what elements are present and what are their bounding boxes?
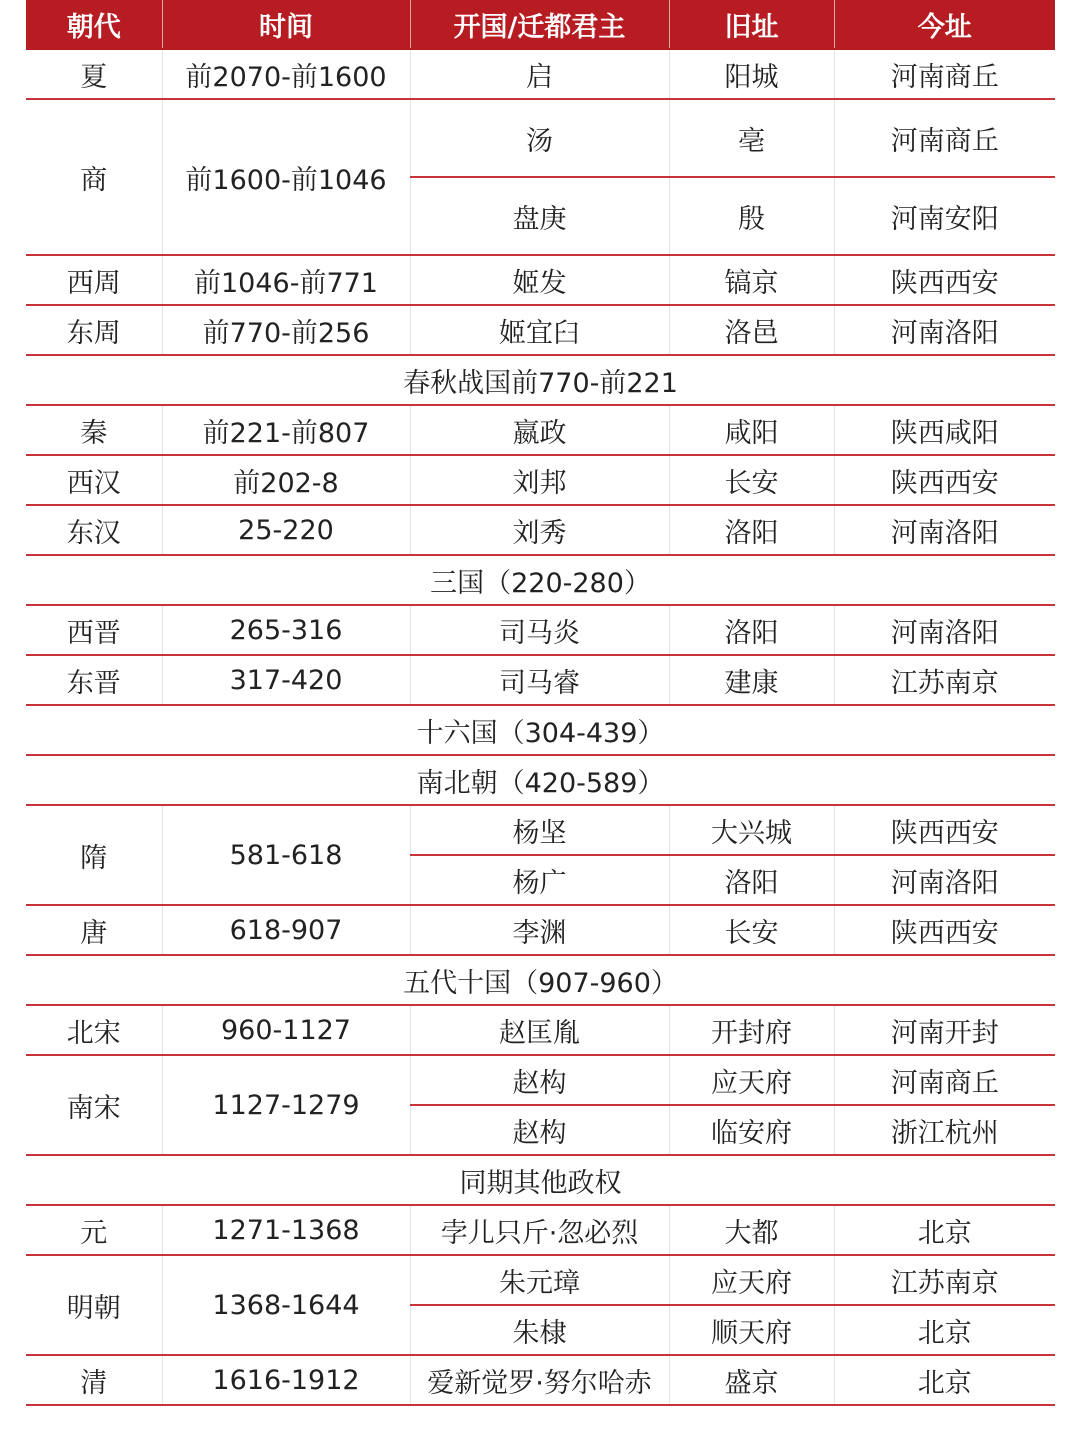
- current-site-cell: 陕西西安: [834, 255, 1055, 305]
- current-site-cell: 陕西西安: [834, 805, 1055, 855]
- table-row-nansong: [26, 1055, 1055, 1105]
- ruler-cell: 姬发: [410, 255, 669, 305]
- table-header-row: [26, 0, 1055, 49]
- ruler-cell: 杨广: [410, 855, 669, 905]
- old-site-cell: 盛京: [669, 1355, 834, 1405]
- old-site-cell: 洛邑: [669, 305, 834, 355]
- current-site-cell: 河南洛阳: [834, 605, 1055, 655]
- old-site-cell: 咸阳: [669, 405, 834, 455]
- dynasty-cell: 北宋: [26, 1005, 162, 1055]
- old-site-cell: 临安府: [669, 1105, 834, 1155]
- current-site-cell: 江苏南京: [834, 655, 1055, 705]
- dynasty-cell: 西汉: [26, 455, 162, 505]
- table-row-xia: [26, 49, 1055, 99]
- table-row-xijin: [26, 605, 1055, 655]
- current-site-cell: 河南洛阳: [834, 855, 1055, 905]
- table-row-xihan: [26, 455, 1055, 505]
- table-row-beisong: [26, 1005, 1055, 1055]
- old-site-cell: 镐京: [669, 255, 834, 305]
- dynasty-cell: 商: [26, 99, 162, 255]
- era-span-cell: 南北朝（420-589）: [26, 755, 1055, 805]
- era-span-cell: 十六国（304-439）: [26, 705, 1055, 755]
- period-cell: 25-220: [162, 505, 410, 555]
- table-row-tang: [26, 905, 1055, 955]
- period-cell: 前1046-前771: [162, 255, 410, 305]
- dynasty-cell: 夏: [26, 49, 162, 99]
- current-site-cell: 江苏南京: [834, 1255, 1055, 1305]
- dynasty-cell: 唐: [26, 905, 162, 955]
- ruler-cell: 朱棣: [410, 1305, 669, 1355]
- dynasty-cell: 东周: [26, 305, 162, 355]
- table-row-sui: [26, 805, 1055, 855]
- ruler-cell: 朱元璋: [410, 1255, 669, 1305]
- old-site-cell: 洛阳: [669, 505, 834, 555]
- old-site-cell: 建康: [669, 655, 834, 705]
- current-site-cell: 陕西咸阳: [834, 405, 1055, 455]
- period-cell: 317-420: [162, 655, 410, 705]
- table-row-shang: [26, 99, 1055, 177]
- current-site-cell: 河南洛阳: [834, 505, 1055, 555]
- dynasty-cell: 东汉: [26, 505, 162, 555]
- old-site-cell: 顺天府: [669, 1305, 834, 1355]
- dynasty-cell: 西周: [26, 255, 162, 305]
- era-span-cell: 三国（220-280）: [26, 555, 1055, 605]
- era-span-cell: 春秋战国前770-前221: [26, 355, 1055, 405]
- ruler-cell: 赵构: [410, 1105, 669, 1155]
- ruler-cell: 汤: [410, 99, 669, 177]
- current-site-cell: 陕西西安: [834, 455, 1055, 505]
- period-cell: 265-316: [162, 605, 410, 655]
- current-site-cell: 北京: [834, 1305, 1055, 1355]
- dynasty-cell: 明朝: [26, 1255, 162, 1355]
- table-row-tongqi: [26, 1155, 1055, 1205]
- current-site-cell: 陕西西安: [834, 905, 1055, 955]
- table-row-ming: [26, 1255, 1055, 1305]
- dynasty-cell: 隋: [26, 805, 162, 905]
- old-site-cell: 阳城: [669, 49, 834, 99]
- era-span-cell: 同期其他政权: [26, 1155, 1055, 1205]
- dynasty-capital-table-sheet: [26, 0, 1055, 1406]
- old-site-cell: 应天府: [669, 1255, 834, 1305]
- dynasty-cell: 西晋: [26, 605, 162, 655]
- table-row-chunqiu: [26, 355, 1055, 405]
- ruler-cell: 李渊: [410, 905, 669, 955]
- period-cell: 前2070-前1600: [162, 49, 410, 99]
- period-cell: 1271-1368: [162, 1205, 410, 1255]
- current-site-cell: 河南商丘: [834, 49, 1055, 99]
- ruler-cell: 嬴政: [410, 405, 669, 455]
- dynasty-cell: 清: [26, 1355, 162, 1405]
- table-row-dongzhou: [26, 305, 1055, 355]
- ruler-cell: 赵匡胤: [410, 1005, 669, 1055]
- period-cell: 前1600-前1046: [162, 99, 410, 255]
- current-site-cell: 河南洛阳: [834, 305, 1055, 355]
- ruler-cell: 杨坚: [410, 805, 669, 855]
- ruler-cell: 刘秀: [410, 505, 669, 555]
- table-row-sanguo: [26, 555, 1055, 605]
- header-dynasty: 朝代: [26, 0, 162, 49]
- header-current-site: 今址: [834, 0, 1055, 49]
- ruler-cell: 爱新觉罗·努尔哈赤: [410, 1355, 669, 1405]
- table-row-nanbeichao: [26, 755, 1055, 805]
- old-site-cell: 长安: [669, 455, 834, 505]
- period-cell: 1616-1912: [162, 1355, 410, 1405]
- ruler-cell: 赵构: [410, 1055, 669, 1105]
- old-site-cell: 大兴城: [669, 805, 834, 855]
- table-row-dongjin: [26, 655, 1055, 705]
- table-row-xizhou: [26, 255, 1055, 305]
- ruler-cell: 刘邦: [410, 455, 669, 505]
- table-row-qing: [26, 1355, 1055, 1405]
- dynasty-cell: 南宋: [26, 1055, 162, 1155]
- table-row-wudai: [26, 955, 1055, 1005]
- old-site-cell: 洛阳: [669, 605, 834, 655]
- dynasty-cell: 元: [26, 1205, 162, 1255]
- table-row-qin: [26, 405, 1055, 455]
- old-site-cell: 亳: [669, 99, 834, 177]
- dynasty-cell: 秦: [26, 405, 162, 455]
- period-cell: 1368-1644: [162, 1255, 410, 1355]
- period-cell: 960-1127: [162, 1005, 410, 1055]
- old-site-cell: 洛阳: [669, 855, 834, 905]
- ruler-cell: 司马炎: [410, 605, 669, 655]
- current-site-cell: 北京: [834, 1205, 1055, 1255]
- old-site-cell: 长安: [669, 905, 834, 955]
- old-site-cell: 殷: [669, 177, 834, 255]
- period-cell: 前770-前256: [162, 305, 410, 355]
- ruler-cell: 启: [410, 49, 669, 99]
- current-site-cell: 浙江杭州: [834, 1105, 1055, 1155]
- table-row-yuan: [26, 1205, 1055, 1255]
- current-site-cell: 河南开封: [834, 1005, 1055, 1055]
- dynasty-capital-table: [26, 0, 1055, 1406]
- period-cell: 1127-1279: [162, 1055, 410, 1155]
- period-cell: 前202-8: [162, 455, 410, 505]
- ruler-cell: 盘庚: [410, 177, 669, 255]
- old-site-cell: 应天府: [669, 1055, 834, 1105]
- era-span-cell: 五代十国（907-960）: [26, 955, 1055, 1005]
- ruler-cell: 孛儿只斤·忽必烈: [410, 1205, 669, 1255]
- dynasty-cell: 东晋: [26, 655, 162, 705]
- header-period: 时间: [162, 0, 410, 49]
- table-row-shiliuguo: [26, 705, 1055, 755]
- current-site-cell: 河南安阳: [834, 177, 1055, 255]
- period-cell: 618-907: [162, 905, 410, 955]
- current-site-cell: 河南商丘: [834, 99, 1055, 177]
- header-ruler: 开国/迁都君主: [410, 0, 669, 49]
- current-site-cell: 河南商丘: [834, 1055, 1055, 1105]
- header-old-site: 旧址: [669, 0, 834, 49]
- period-cell: 581-618: [162, 805, 410, 905]
- current-site-cell: 北京: [834, 1355, 1055, 1405]
- period-cell: 前221-前807: [162, 405, 410, 455]
- old-site-cell: 大都: [669, 1205, 834, 1255]
- old-site-cell: 开封府: [669, 1005, 834, 1055]
- table-row-donghan: [26, 505, 1055, 555]
- ruler-cell: 姬宜臼: [410, 305, 669, 355]
- ruler-cell: 司马睿: [410, 655, 669, 705]
